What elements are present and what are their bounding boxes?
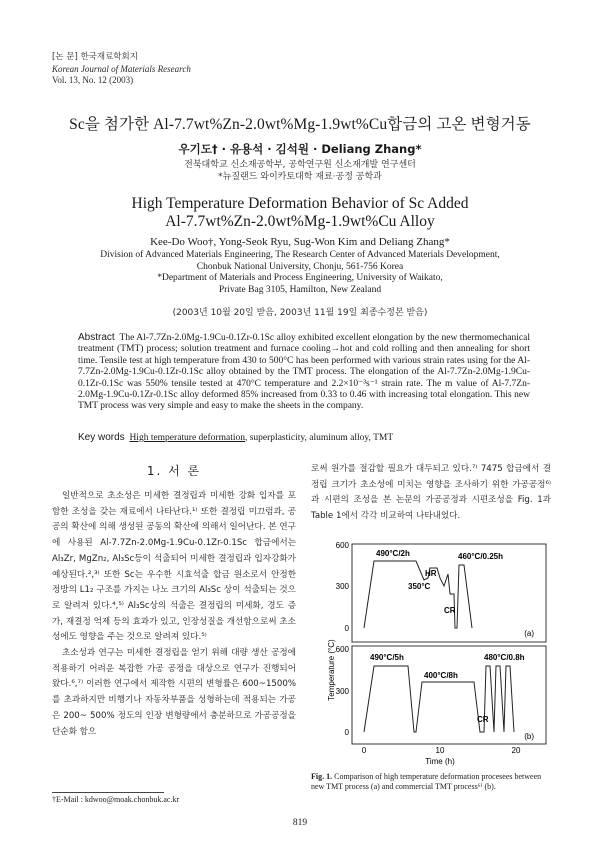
title-en-line-2: Al-7.7wt%Zn-2.0wt%Mg-1.9wt%Cu Alloy xyxy=(165,213,435,230)
paper-title-english xyxy=(0,195,600,231)
affiliations-english xyxy=(0,250,600,296)
affiliation-ko-2: *뉴질랜드 와이카토대학 재료·공정 공학과 xyxy=(218,171,382,182)
panel-b-ytick-300: 300 xyxy=(335,687,349,696)
caption-text: Comparison of high temperature deformation procesees between new TMT process (a) and commercial TMT process⁶⁾ (b). xyxy=(311,772,542,791)
affiliation-en-1: Division of Advanced Materials Engineering, The Research Center of Advanced Materials Development, xyxy=(100,250,500,260)
abstract xyxy=(78,332,530,413)
panel-b-label: (b) xyxy=(524,732,534,741)
affiliation-ko-1: 전북대학교 신소재공학부, 공학연구원 신소재개발 연구센터 xyxy=(184,160,416,170)
panel-a-annotation-490C-2h: 490°C/2h xyxy=(376,549,410,558)
caption-label: Fig. 1. xyxy=(311,772,333,781)
panel-a-annotation-HR: HR xyxy=(425,569,437,578)
figure-1-process-diagram xyxy=(324,542,550,768)
keywords-rest: , superplasticity, aluminum alloy, TMT xyxy=(244,433,394,443)
left-column xyxy=(52,462,296,740)
keywords xyxy=(78,432,393,443)
panel-a-ytick-600: 600 xyxy=(335,542,349,550)
panel-a-ytick-0: 0 xyxy=(344,624,349,633)
panel-b-annotation-400C-8h: 400°C/8h xyxy=(424,671,458,680)
affiliations-korean xyxy=(0,160,600,183)
authors-korean: 우기도† · 유용석 · 김석원 · Deliang Zhang* xyxy=(178,142,422,156)
abstract-text: The Al-7.7Zn-2.0Mg-1.9Cu-0.1Zr-0.1Sc alloy exhibited excellent elongation by the new thermomechanical treatment (TMT) process; solution treatment and furnace cooling→hot and cold rolling and then annealing for short time. Tensile test at high temperature from 430 to 500°C has been performed with various strain rates using for the Al-7.7Zn-2.0Mg-1.9Cu-0.1Zr-0.1Sc alloy obtained by the TMT process. The elongation of the Al-7.7Zn-2.0Mg-1.9Cu-0.1Zr-0.1Sc was 550% tensile tested at 470°C temperature and 2.2×10⁻³s⁻¹ strain rate. The m value of Al-7.7Zn-2.0Mg-1.9Cu-0.1Zr-0.1Sc alloy deformed 85% increased from 0.33 to 0.46 with increasing total elongation. This new TMT process was very simple and easy to make the sheets in the company. xyxy=(78,333,530,412)
abstract-label: Abstract xyxy=(78,332,115,343)
affiliation-en-2: Chonbuk National University, Chonju, 561-756 Korea xyxy=(196,261,404,272)
paper-title-korean: Sc을 첨가한 Al-7.7wt%Zn-2.0wt%Mg-1.9wt%Cu합금의 고온 변형거동 xyxy=(69,116,531,133)
panel-a-ytick-300: 300 xyxy=(335,582,349,591)
intro-paragraph-2: 초소성과 연구는 미세한 결정립을 얻기 위해 대량 생산 공정에 적용하기 어려운 복잡한 가공 공정을 대상으로 연구가 진행되어 왔다.⁶,⁷⁾ 이러한 연구에서 제작한 시편의 변형률은 600~1500%를 초과하지만 비행기나 자동차부품을 성형하는데 적용되는 가공은 200~ 500% 정도의 인장 변형량에서 충분하므로 가공공정을 단순화 함으 xyxy=(52,648,296,737)
journal-category: [논 문] 한국재료학회지 xyxy=(52,52,138,62)
figure-1-caption xyxy=(311,772,551,792)
right-column xyxy=(311,462,551,525)
page-number: 819 xyxy=(292,818,308,828)
panel-b-ytick-0: 0 xyxy=(344,728,349,737)
panel-a-annotation-460C: 460°C/0.25h xyxy=(458,552,504,561)
intro-paragraph-1: 일반적으로 초소성은 미세한 결정립과 미세한 강화 입자를 포함한 조성을 갖는 재료에서 나타난다.¹⁾ 또한 결정립 미끄럼과, 공공의 확산에 의해 생성된 공동의 확산에 의해서 일어난다. 본 연구에 사용된 Al-7.7Zn-2.0Mg-1.9Cu-0.1Zr-0.1Sc 합금에서는 Al₃Zr, MgZn₂, Al₃Sc등이 석출되어 미세한 결정립과 입자강화가 예상된다.²,³⁾ 또한 Sc는 우수한 시효석출 합금 원소로서 안정한 정방의 L1₂ 구조를 가지는 나노 크기의 Al₃Sc 상이 석출되는 것으로 알려져 있다.⁴,⁵⁾ Al₃Sc상의 석출은 결정립의 미세화, 경도 증가, 재결정 억제 등의 효과가 있고, 인장성질을 개선함으로써 초소성에도 영향을 주는 것으로 알려져 있다.⁵⁾ xyxy=(52,491,296,643)
xtick-0: 0 xyxy=(361,746,367,755)
received-dates: (2003년 10월 20일 받음, 2003년 11월 19일 최종수정본 받음) xyxy=(172,308,428,318)
corresponding-author-email: †E-Mail : kdwoo@moak.chonbuk.ac.kr xyxy=(52,795,180,804)
footnote-divider xyxy=(52,792,164,793)
affiliation-en-3: *Department of Materials and Process Engineering, University of Waikato, xyxy=(157,273,443,283)
panel-b-annotation-490C-5h: 490°C/5h xyxy=(370,653,404,662)
panel-b-ytick-600: 600 xyxy=(335,645,349,654)
panel-b-annotation-480C: 480°C/0.8h xyxy=(484,653,525,662)
journal-volume: Vol. 13, No. 12 (2003) xyxy=(52,75,134,85)
affiliation-en-4: Private Bag 3105, Hamilton, New Zealand xyxy=(218,284,382,295)
xtick-10: 10 xyxy=(435,746,445,755)
intro-paragraph-3: 로써 원가를 절감할 필요가 대두되고 있다.⁷⁾ 7475 합금에서 결정립 크기가 초소성에 미치는 영향을 조사하기 위한 가공공정⁶⁾과 시편의 조성을 본 논문의 가공공정과 시편조성을 Fig. 1과 Table 1에서 각각 비교하여 나타내었다. xyxy=(311,464,551,522)
keywords-label: Key words xyxy=(78,432,125,443)
journal-name: Korean Journal of Materials Research xyxy=(52,63,191,74)
panel-a-annotation-CR: CR xyxy=(444,606,456,615)
journal-header xyxy=(52,52,191,87)
figure-xlabel: Time (h) xyxy=(425,757,455,766)
section-heading-introduction: 1. 서 론 xyxy=(146,464,202,478)
xtick-20: 20 xyxy=(511,746,521,755)
panel-a-frame xyxy=(352,544,546,642)
panel-a-process-curve xyxy=(364,561,472,628)
panel-b-annotation-CR: CR xyxy=(477,715,489,724)
panel-a-annotation-350C: 350°C xyxy=(408,582,431,591)
authors-english: Kee-Do Woo†, Yong-Seok Ryu, Sug-Won Kim and Deliang Zhang* xyxy=(150,236,450,248)
title-en-line-1: High Temperature Deformation Behavior of Sc Added xyxy=(131,195,469,212)
panel-a-label: (a) xyxy=(524,629,534,638)
keyword-underlined: High temperature deformation xyxy=(129,433,245,443)
figure-ylabel: Temperature (°C) xyxy=(327,639,336,701)
